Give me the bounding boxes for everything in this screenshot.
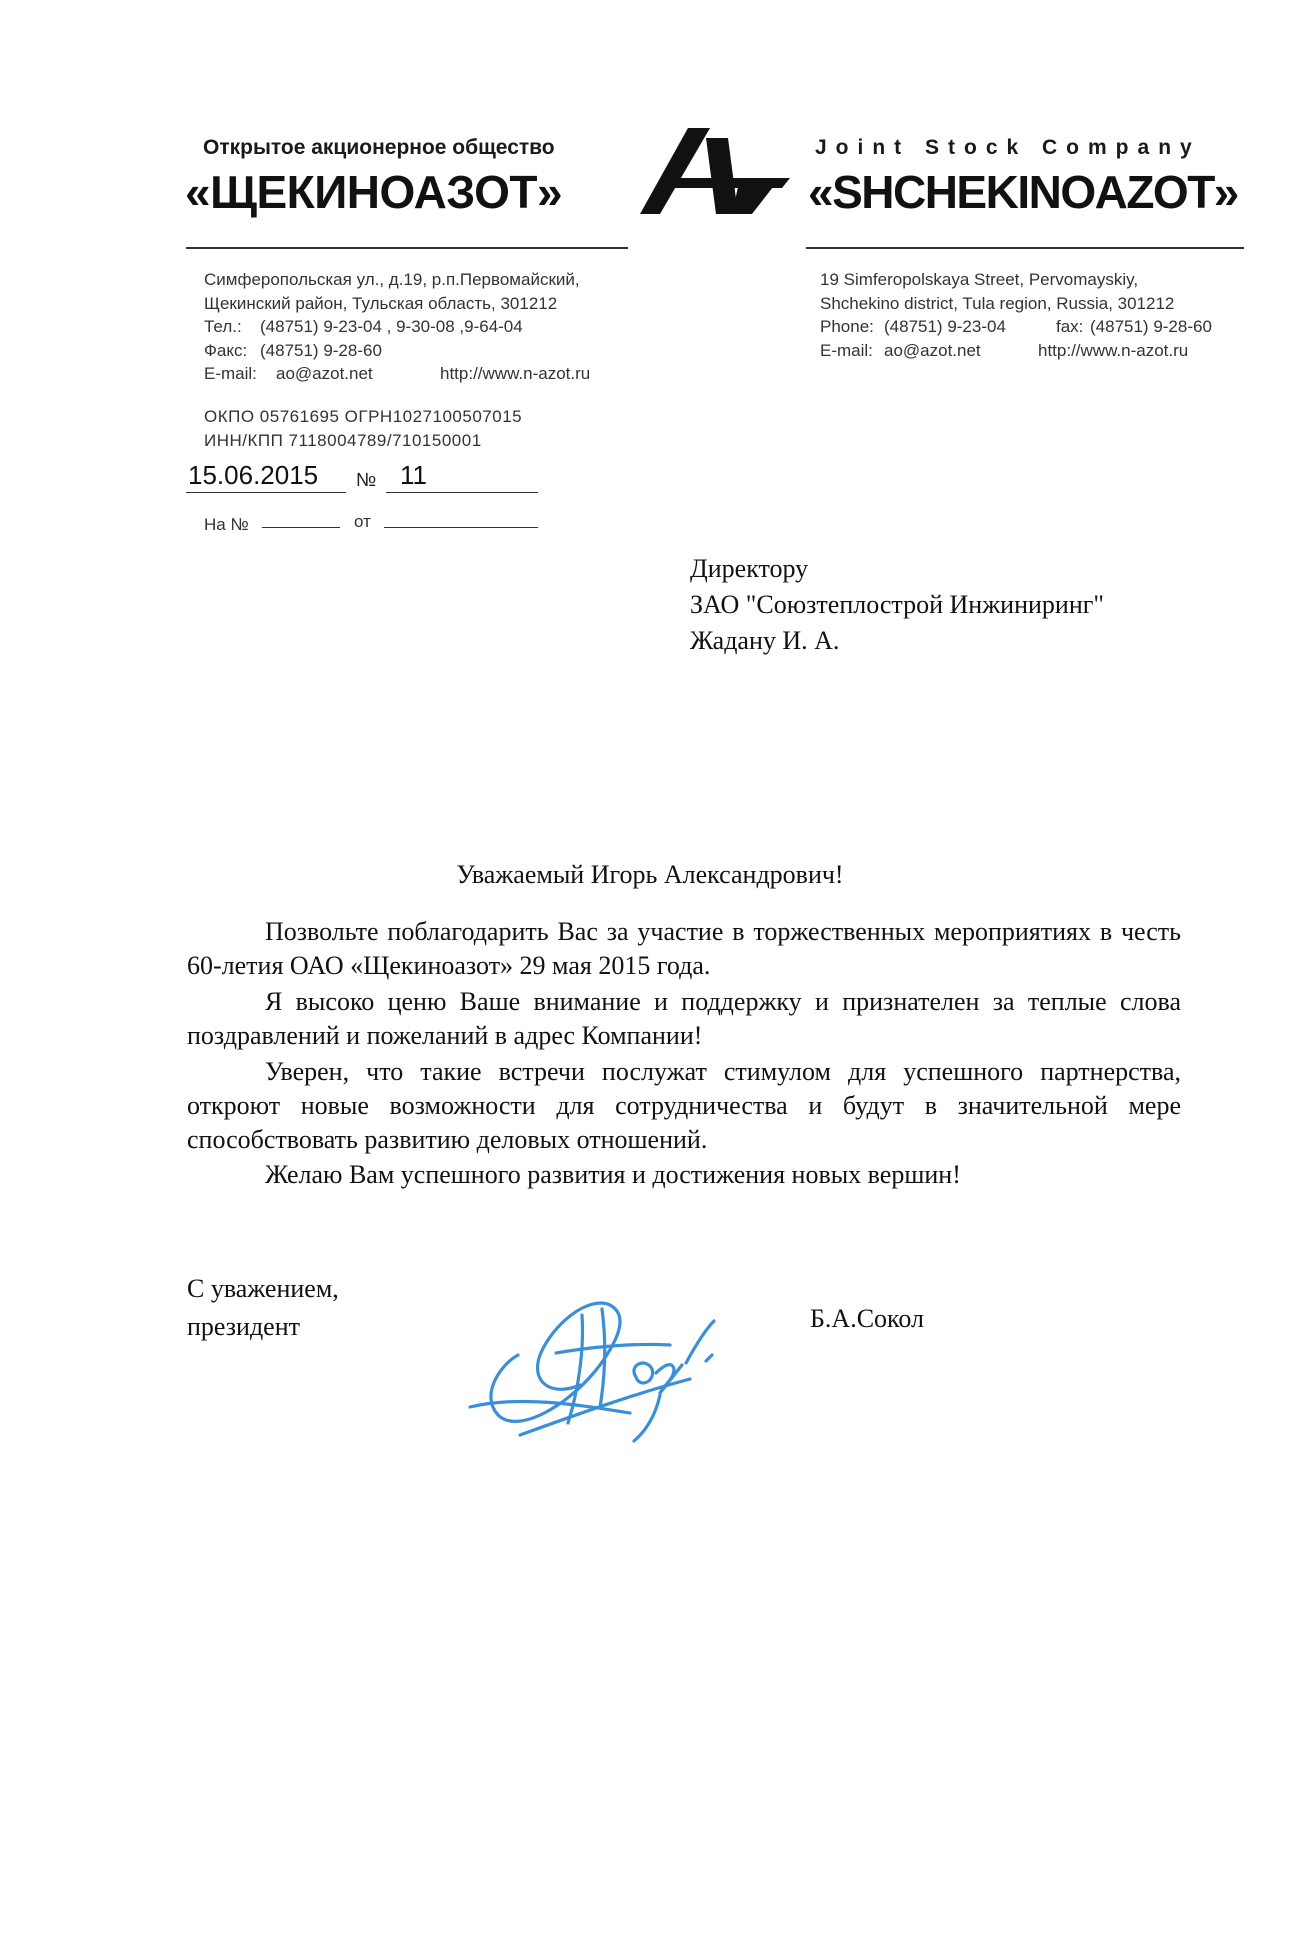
body-paragraph: Я высоко ценю Ваше внимание и поддержку и признателен за теплые слова поздравлений и пожеланий в адрес Компании! [187,987,1181,1050]
addressee-block [690,551,1104,659]
company-subtitle-ru: Открытое акционерное общество [203,136,555,159]
email-link[interactable]: ao@azot.net [884,340,981,360]
reference-number-label: На № [204,515,249,534]
salutation: Уважаемый Игорь Александрович! [456,860,844,889]
addressee-name: Жадану И. А. [690,626,840,655]
email-link[interactable]: ao@azot.net [276,364,373,383]
handwritten-signature-icon [460,1245,760,1455]
email-row [820,339,1189,363]
number-label: № [356,470,377,491]
phone-value: (48751) 9-23-04 , 9-30-08 ,9-64-04 [260,317,523,336]
signer-position: президент [187,1312,301,1341]
closing-phrase: С уважением, [187,1274,339,1303]
reference-number-underline [262,527,340,528]
company-name-ru: «ЩЕКИНОАЗОТ» [185,166,563,218]
address-block-en [820,268,1212,362]
closing-block [187,1270,339,1346]
address-line: Shchekino district, Tula region, Russia, 301212 [820,293,1175,313]
email-label: E-mail: [820,340,873,360]
signer-name: Б.А.Сокол [810,1304,924,1333]
fax-row [204,339,580,363]
address-line: Симферопольская ул., д.19, р.п.Первомайский, [204,270,580,289]
addressee-organization: ЗАО "Союзтеплострой Инжиниринг" [690,590,1105,619]
letter-number: 11 [400,460,427,490]
date-underline [186,492,346,493]
phone-label: Тел.: [204,317,242,336]
addressee-position: Директору [690,554,809,583]
company-name-en: «SHCHEKINOAZOT» [808,166,1238,218]
header-divider-right [806,247,1244,249]
fax-label: fax: [1056,317,1084,336]
phone-label: Phone: [820,317,874,336]
fax-value: (48751) 9-28-60 [1090,317,1212,336]
website-link[interactable]: http://www.n-azot.ru [440,364,591,383]
reference-from-underline [384,527,538,528]
reference-from-label: от [354,512,371,531]
number-underline [386,492,538,493]
address-line: 19 Simferopolskaya Street, Pervomayskiy, [820,270,1139,289]
address-line: Щекинский район, Тульская область, 301212 [204,293,558,313]
company-logo-icon [640,128,790,214]
website-link[interactable]: http://www.n-azot.ru [1038,340,1189,360]
body-paragraph: Позвольте поблагодарить Вас за участие в торжественных мероприятиях в честь 60-летия ОАО «Щекиноазот» 29 мая 2015 года. [187,917,1181,980]
codes-inn-kpp: ИНН/КПП 7118004789/710150001 [204,431,482,450]
body-paragraph: Желаю Вам успешного развития и достижения новых вершин! [265,1160,961,1189]
email-label: E-mail: [204,364,257,383]
fax-label: Факс: [204,340,248,360]
body-paragraph: Уверен, что такие встречи послужат стимулом для успешного партнерства, откроют новые возможности для сотрудничества и будут в значительной мере способствовать развитию деловых отношений. [187,1057,1181,1154]
header-divider-left [186,247,628,249]
company-subtitle-en: Joint Stock Company [815,136,1201,159]
fax-value: (48751) 9-28-60 [260,340,382,360]
registration-codes [204,405,522,453]
phone-fax-row [820,315,1212,339]
phone-value: (48751) 9-23-04 [884,317,1006,336]
codes-okpo-ogrn: ОКПО 05761695 ОГРН1027100507015 [204,407,523,426]
address-block-ru [204,268,591,386]
letter-date: 15.06.2015 [188,460,319,490]
phone-row [204,315,580,339]
email-row [204,362,591,386]
